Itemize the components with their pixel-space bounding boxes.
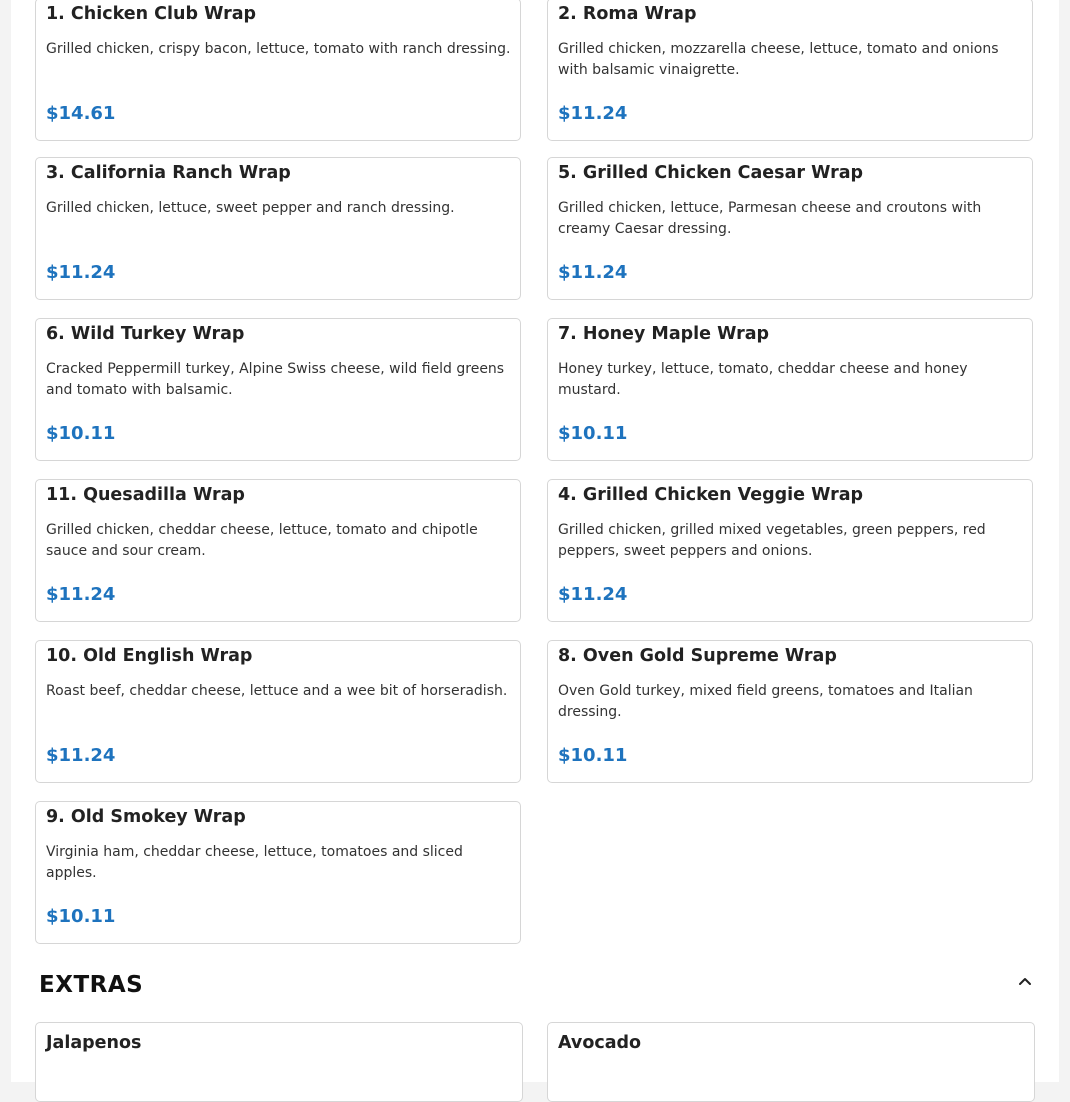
menu-item-card[interactable] bbox=[547, 479, 1033, 622]
extra-item-title: Avocado bbox=[558, 1033, 642, 1053]
item-description: Honey turkey, lettuce, tomato, cheddar cheese and honey mustard. bbox=[558, 361, 968, 398]
item-description: Oven Gold turkey, mixed field greens, tomatoes and Italian dressing. bbox=[558, 683, 973, 720]
menu-item-card[interactable] bbox=[547, 640, 1033, 783]
item-description: Virginia ham, cheddar cheese, lettuce, tomatoes and sliced apples. bbox=[46, 844, 463, 881]
extra-item-card[interactable] bbox=[547, 1022, 1035, 1102]
item-description: Grilled chicken, crispy bacon, lettuce, tomato with ranch dressing. bbox=[46, 41, 511, 57]
item-price: $11.24 bbox=[46, 745, 116, 766]
item-description: Roast beef, cheddar cheese, lettuce and a wee bit of horseradish. bbox=[46, 683, 508, 699]
item-title: 3. California Ranch Wrap bbox=[46, 163, 291, 183]
menu-item-card[interactable] bbox=[547, 157, 1033, 300]
item-price: $10.11 bbox=[558, 745, 628, 766]
extra-item-card[interactable] bbox=[35, 1022, 523, 1102]
item-price: $10.11 bbox=[46, 906, 116, 927]
item-title: 6. Wild Turkey Wrap bbox=[46, 324, 245, 344]
menu-item-card[interactable] bbox=[35, 640, 521, 783]
item-title: 1. Chicken Club Wrap bbox=[46, 4, 257, 24]
extras-section-title: EXTRAS bbox=[39, 972, 144, 998]
item-description: Grilled chicken, lettuce, sweet pepper and ranch dressing. bbox=[46, 200, 455, 216]
item-price: $10.11 bbox=[558, 423, 628, 444]
item-title: 8. Oven Gold Supreme Wrap bbox=[558, 646, 837, 666]
item-title: 2. Roma Wrap bbox=[558, 4, 697, 24]
item-title: 7. Honey Maple Wrap bbox=[558, 324, 770, 344]
menu-item-card[interactable] bbox=[35, 479, 521, 622]
menu-item-card[interactable] bbox=[35, 0, 521, 141]
item-price: $11.24 bbox=[46, 584, 116, 605]
item-price: $14.61 bbox=[46, 103, 116, 124]
item-price: $11.24 bbox=[558, 584, 628, 605]
item-price: $11.24 bbox=[558, 262, 628, 283]
item-title: 9. Old Smokey Wrap bbox=[46, 807, 246, 827]
chevron-up-icon[interactable] bbox=[1015, 971, 1035, 991]
item-price: $11.24 bbox=[558, 103, 628, 124]
item-price: $10.11 bbox=[46, 423, 116, 444]
item-title: 10. Old English Wrap bbox=[46, 646, 253, 666]
menu-item-card[interactable] bbox=[35, 801, 521, 944]
item-title: 4. Grilled Chicken Veggie Wrap bbox=[558, 485, 864, 505]
menu-item-card[interactable] bbox=[547, 0, 1033, 141]
item-description: Grilled chicken, grilled mixed vegetables, green peppers, red peppers, sweet peppers and onions. bbox=[558, 522, 986, 559]
item-description: Cracked Peppermill turkey, Alpine Swiss cheese, wild field greens and tomato with balsamic. bbox=[46, 361, 505, 398]
item-price: $11.24 bbox=[46, 262, 116, 283]
item-description: Grilled chicken, mozzarella cheese, lettuce, tomato and onions with balsamic vinaigrette. bbox=[558, 41, 999, 78]
item-title: 5. Grilled Chicken Caesar Wrap bbox=[558, 163, 864, 183]
item-description: Grilled chicken, lettuce, Parmesan cheese and croutons with creamy Caesar dressing. bbox=[558, 200, 982, 237]
menu-item-card[interactable] bbox=[35, 157, 521, 300]
extra-item-title: Jalapenos bbox=[46, 1033, 142, 1053]
menu-item-card[interactable] bbox=[547, 318, 1033, 461]
menu-item-card[interactable] bbox=[35, 318, 521, 461]
menu-page bbox=[11, 0, 1059, 1082]
item-description: Grilled chicken, cheddar cheese, lettuce, tomato and chipotle sauce and sour cream. bbox=[46, 522, 478, 559]
item-title: 11. Quesadilla Wrap bbox=[46, 485, 245, 505]
